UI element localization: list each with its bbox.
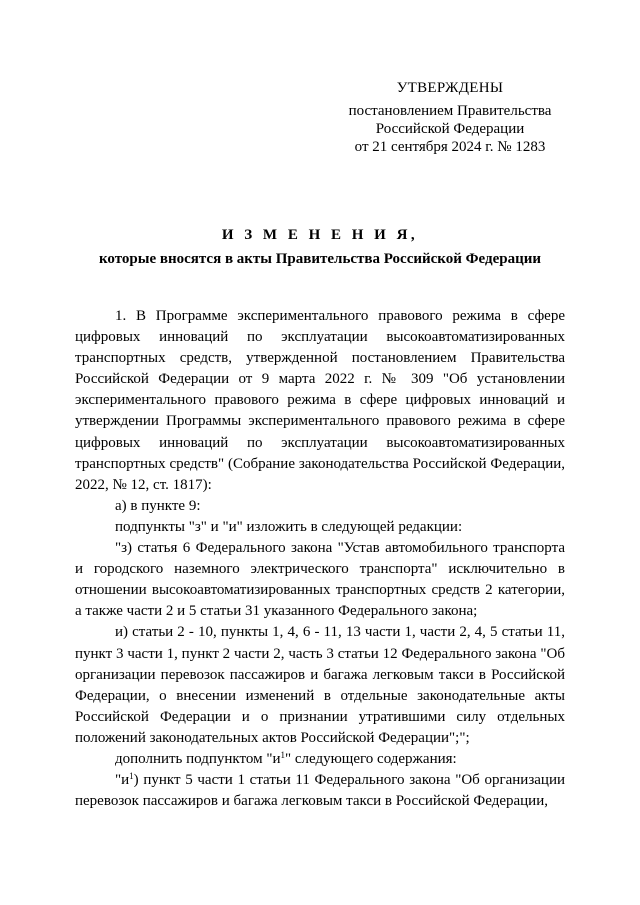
- paragraph-6-superscript: 1: [280, 749, 285, 760]
- paragraph-3: подпункты "з" и "и" изложить в следующей редакции:: [115, 518, 463, 535]
- paragraph-1: 1. В Программе экспериментального правового режима в сфере цифровых инноваций по эксплуатации высокоавтоматизированных транспортных средств, утвержденной постановлением Правительства Российской Федерации от 9 марта 2022 г. № 309 "Об установлении экспериментального правового режима в сфере цифровых инноваций и утверждении Программы экспериментального правового режима в сфере цифровых инноваций по эксплуатации высокоавтоматизированных транспортных средств" (Собрание законодательства Российской Федерации, 2022, № 12, ст. 1817):: [75, 308, 565, 493]
- approval-line-1: постановлением Правительства: [348, 103, 552, 119]
- paragraph-2: а) в пункте 9:: [115, 497, 201, 514]
- approval-line-2: Российской Федерации: [375, 121, 525, 137]
- approval-heading: УТВЕРЖДЕНЫ: [396, 80, 504, 96]
- paragraph-4: "з) статья 6 Федерального закона "Устав автомобильного транспорта и городского наземного электрического транспорта" исключительно в отношении высокоавтоматизированных транспортных средств 2 категории, а также части 2 и 5 статьи 31 указанного Федерального закона;: [75, 540, 565, 620]
- paragraph-6-text-a: дополнить подпунктом "и: [115, 750, 281, 767]
- approval-stamp: [330, 79, 570, 156]
- paragraph-6-text-b: " следующего содержания:: [284, 750, 457, 767]
- document-title: И З М Е Н Е Н И Я,: [221, 227, 419, 243]
- paragraph-7-superscript: 1: [129, 771, 134, 782]
- document-subtitle: которые вносятся в акты Правительства Российской Федерации: [98, 251, 542, 267]
- paragraph-7: [75, 770, 565, 812]
- paragraph-7-text-b: ) пункт 5 части 1 статьи 11 Федерального закона "Об организации перевозок пассажиров и багажа легковым такси в Российской Федерации,: [75, 772, 565, 810]
- document-body: [75, 306, 565, 812]
- paragraph-7-text-a: "и: [115, 772, 130, 789]
- approval-line-3: от 21 сентября 2024 г. № 1283: [354, 139, 546, 155]
- paragraph-6: [75, 749, 565, 770]
- paragraph-5: и) статьи 2 - 10, пункты 1, 4, 6 - 11, 13 части 1, части 2, 4, 5 статьи 11, пункт 3 части 1, пункт 2 части 2, часть 3 статьи 12 Федерального закона "Об организации перевозок пассажиров и багажа легковым такси в Российской Федерации, о внесении изменений в отдельные законодательные акты Российской Федерации и о признании утратившими силу отдельных положений законодательных актов Российской Федерации";";: [75, 624, 565, 746]
